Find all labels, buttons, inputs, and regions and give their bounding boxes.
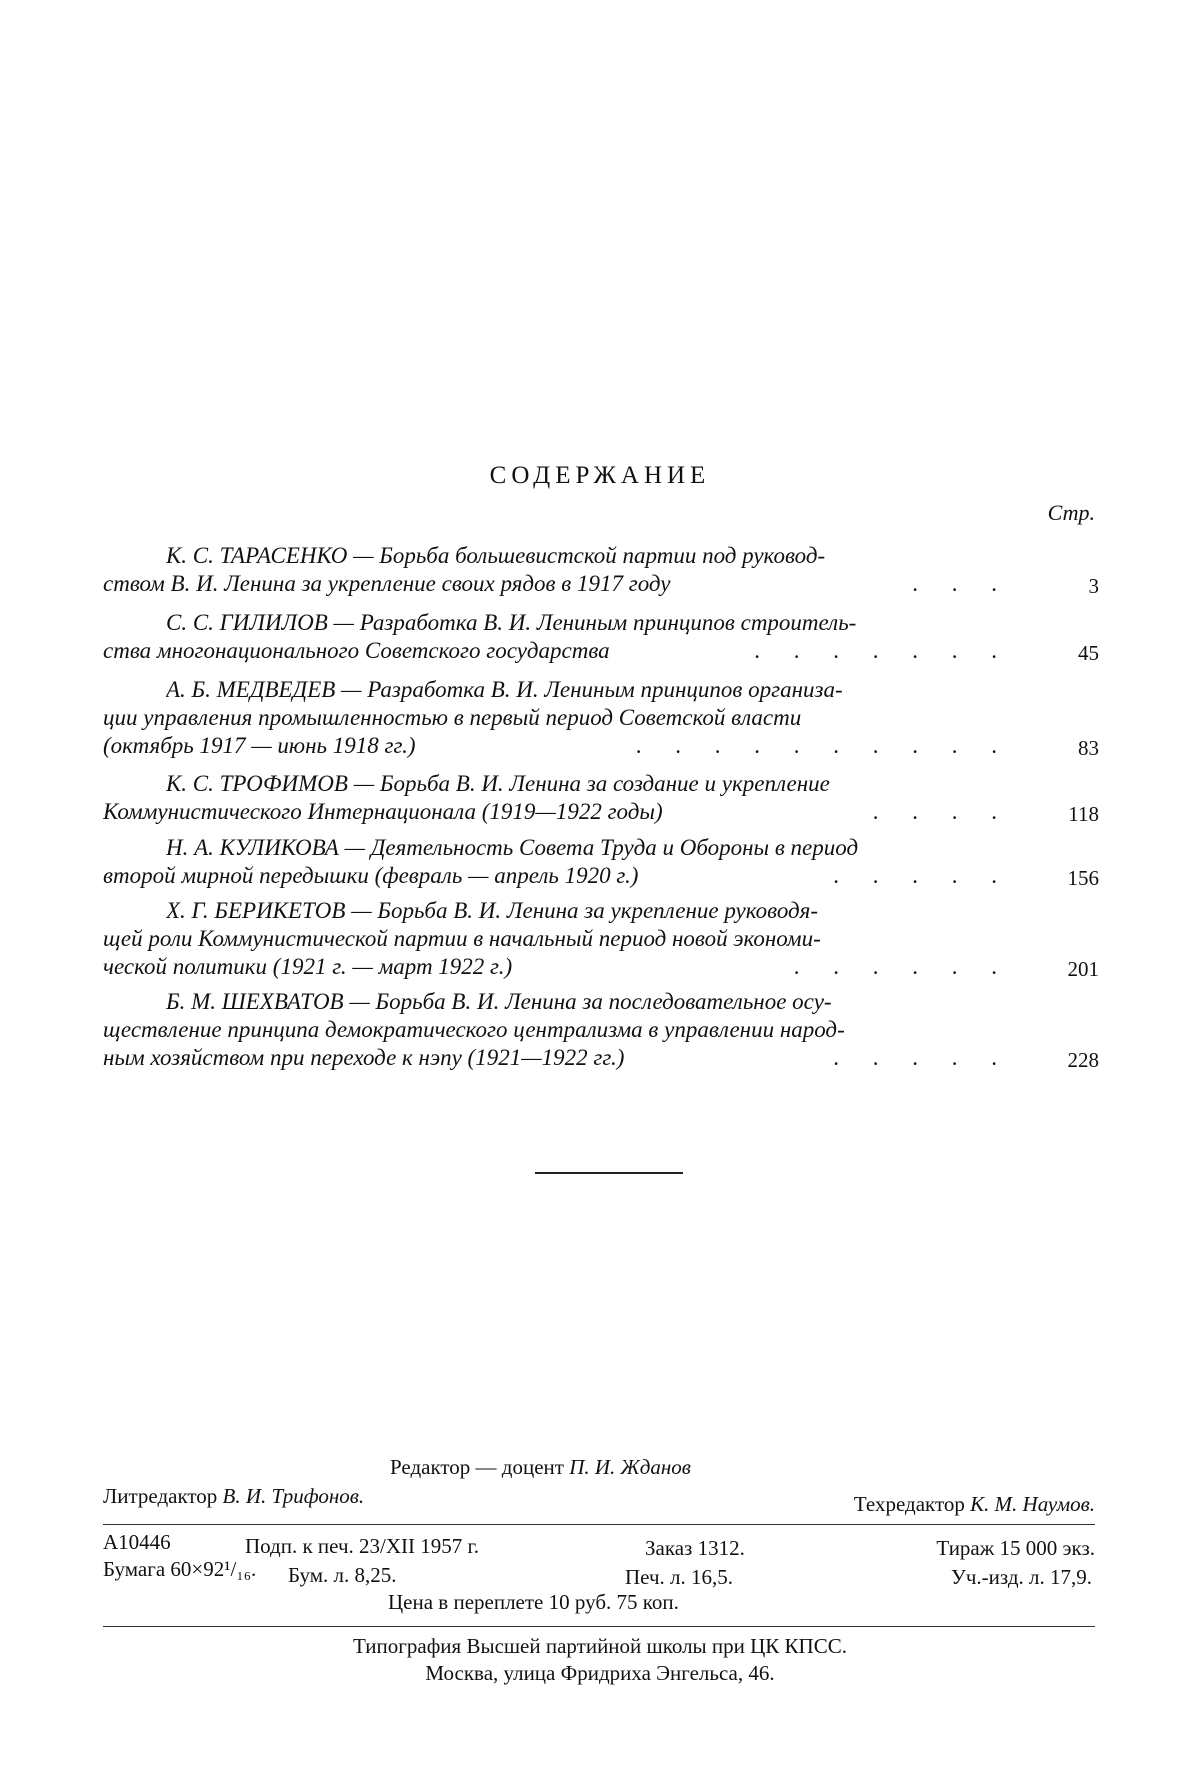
dot-leader: . . . <box>912 571 1011 596</box>
tech-editor-name: К. М. Наумов. <box>970 1492 1095 1516</box>
order-number: Заказ 1312. <box>645 1536 745 1560</box>
print-sheets: Печ. л. 16,5. <box>625 1565 734 1589</box>
toc-entry-line: второй мирной передышки (февраль — апрель 1920 г.) . . . . . 156 <box>103 863 1099 890</box>
toc-entry <box>103 897 1099 981</box>
lit-editor-line <box>103 1484 364 1509</box>
paper-sheets: Бум. л. 8,25. <box>288 1563 397 1587</box>
toc-entry-line: Б. М. ШЕХВАТОВ — Борьба В. И. Ленина за последовательное осу- <box>166 989 832 1014</box>
section-divider <box>535 1172 683 1174</box>
page-number: 156 <box>1067 866 1099 890</box>
editor-label: Редактор — доцент <box>390 1455 564 1479</box>
printer-address: Москва, улица Фридриха Энгельса, 46. <box>425 1661 775 1685</box>
toc-entry-line: ществление принципа демократического централизма в управлении народ- <box>103 1017 845 1042</box>
toc-entry-line: ции управления промышленностью в первый период Советской власти <box>103 705 802 730</box>
imprint-bottom-divider <box>103 1626 1095 1627</box>
page-number: 118 <box>1068 802 1099 826</box>
toc-entry-line: Коммунистического Интернационала (1919—1922 годы) . . . . 118 <box>103 799 1099 826</box>
contents-title: СОДЕРЖАНИЕ <box>489 462 711 489</box>
page-number: 45 <box>1078 641 1099 665</box>
publishing-sheets: Уч.-изд. л. 17,9. <box>951 1565 1092 1589</box>
toc-entry-line: ческой политики (1921 г. — март 1922 г.) . . . . . . 201 <box>103 954 1099 981</box>
dot-leader: . . . . . . . <box>754 638 1011 663</box>
dot-leader: . . . . <box>872 799 1011 824</box>
page-number: 83 <box>1078 736 1099 760</box>
printer-name: Типография Высшей партийной школы при ЦК КПСС. <box>352 1634 847 1658</box>
toc-entry-line: ства многонационального Советского государства . . . . . . . 45 <box>103 638 1099 665</box>
lit-editor-label: Литредактор <box>103 1484 218 1508</box>
editor-line <box>390 1455 691 1480</box>
page-number: 3 <box>1088 574 1099 598</box>
toc-entry <box>103 542 1099 598</box>
toc-entry <box>103 988 1099 1072</box>
dot-leader: . . . . . . . . . . <box>635 733 1011 758</box>
page-number: 228 <box>1067 1048 1099 1072</box>
toc-entry <box>103 834 1099 890</box>
toc-entry <box>103 770 1099 826</box>
toc-entry-line: Н. А. КУЛИКОВА — Деятельность Совета Труда и Обороны в период <box>166 835 859 860</box>
page-column-label: Стр. <box>1047 500 1095 525</box>
paper-format: Бумага 60×92¹/₁₆. <box>103 1557 257 1581</box>
dot-leader: . . . . . <box>833 863 1011 888</box>
page-number: 201 <box>1067 957 1099 981</box>
toc-entry-line: щей роли Коммунистической партии в начальный период новой экономи- <box>103 926 821 951</box>
toc-entry-line: А. Б. МЕДВЕДЕВ — Разработка В. И. Лениным принципов организа- <box>166 677 843 702</box>
toc-entry-line: ным хозяйством при переходе к нэпу (1921—1922 гг.) . . . . . 228 <box>103 1045 1099 1072</box>
toc-entry-line: ством В. И. Ленина за укрепление своих рядов в 1917 году . . . 3 <box>103 571 1099 598</box>
toc-entry-line: К. С. ТАРАСЕНКО — Борьба большевистской партии под руковод- <box>166 543 826 568</box>
price: Цена в переплете 10 руб. 75 коп. <box>388 1590 679 1614</box>
toc-entry-line: К. С. ТРОФИМОВ — Борьба В. И. Ленина за создание и укрепление <box>166 771 830 796</box>
toc-entry-line: С. С. ГИЛИЛОВ — Разработка В. И. Лениным принципов строитель- <box>166 610 857 635</box>
toc-entry-line: (октябрь 1917 — июнь 1918 гг.) . . . . . . . . . . 83 <box>103 733 1099 760</box>
tech-editor-line <box>854 1492 1095 1517</box>
toc-entry <box>103 609 1099 665</box>
print-run: Тираж 15 000 экз. <box>936 1536 1095 1560</box>
publication-code: А10446 <box>103 1530 171 1554</box>
imprint-divider <box>103 1524 1095 1525</box>
toc-entry <box>103 676 1099 760</box>
lit-editor-name: В. И. Трифонов. <box>222 1484 365 1508</box>
toc-entry-line: Х. Г. БЕРИКЕТОВ — Борьба В. И. Ленина за укрепление руководя- <box>166 898 818 923</box>
dot-leader: . . . . . . <box>793 954 1011 979</box>
tech-editor-label: Техредактор <box>853 1492 965 1516</box>
editor-name: П. И. Жданов <box>569 1455 691 1479</box>
signed-to-print: Подп. к печ. 23/XII 1957 г. <box>245 1534 480 1558</box>
dot-leader: . . . . . <box>833 1045 1011 1070</box>
